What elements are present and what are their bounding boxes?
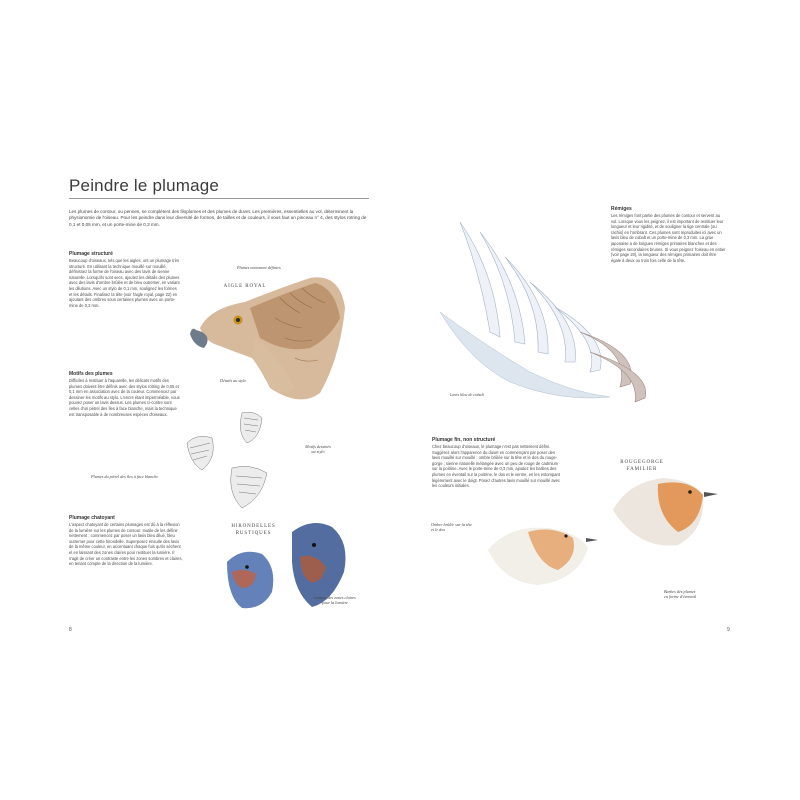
caption-light-zones [305, 595, 365, 605]
caption-defined-feathers: Plumes nettement définies [237, 265, 281, 270]
patterns-section [69, 371, 181, 417]
robin-label-line2: FAMILIER [626, 466, 658, 472]
eagle-label: AIGLE ROYAL [223, 284, 267, 289]
caption-fan-barbs-line1: Barbes des plumes [664, 589, 696, 594]
iridescent-heading: Plumage chatoyant [69, 515, 115, 521]
robins-illustration [478, 470, 728, 590]
robin-label-line1: ROUGEGORGE [620, 460, 664, 465]
caption-blue-wash: Lavis bleu de cobalt [450, 392, 484, 397]
swallows-label-line2: RUSTIQUES [235, 530, 272, 536]
iridescent-section [69, 515, 184, 567]
patterns-text: Difficiles à restituer à l'aquarelle, les délicats motifs des plumes doivent être définis avec des stylos rotring de 0,05 et 0,1 mm en association avec de la couleur. Commencez par dessiner les motifs au stylo. L'encre étant imperméable, vous pouvez poser un lavis dessus. Les plumes ci-contre sont celles d'un pétrel des îles à face blanche, mais la technique est transposable à de nombreuses espèces d'oiseaux. [69, 378, 180, 417]
caption-petrel: Plumes du pétrel des îles à face blanche [91, 474, 159, 479]
remiges-heading: Rémiges [611, 206, 632, 212]
page-title: Peindre le plumage [69, 176, 220, 195]
intro-paragraph: Les plumes de contour, ou pennes, se complètent des filoplumes et des plumes de duvet. Les premières, essentielles au vol, déterminent la physionomie de l'oiseau. Pour les peindre dans leur diversité de formes, de tailles et de couleurs, il vous faut un pinceau n° 4, des stylos rotring de 0,1 et 0,05 mm, et un porte-mine de 0,3 mm. [69, 209, 367, 227]
swallows-label-line1: HIRONDELLES [231, 524, 276, 529]
caption-light-zones-line2: pour la lumière [322, 600, 348, 606]
structured-heading: Plumage structuré [69, 251, 113, 257]
caption-fan-barbs-line2: en forme d'éventail [664, 594, 697, 600]
caption-pen-patterns-line2: au stylo [311, 449, 325, 455]
caption-burnt-umber-line2: et le dos [431, 527, 445, 533]
page-number-left: 8 [69, 627, 72, 633]
swallows-label [226, 524, 281, 537]
caption-light-zones-line1: Laissez des zones claires [314, 595, 356, 600]
structured-section [69, 251, 181, 308]
robin-label [612, 460, 672, 473]
iridescent-text: L'aspect chatoyant de certains plumages est dû à la réflexion de la lumière sur les plumes de contour. Inutile de les définir nettement ; commencez par poser un lavis bleu dilué, bleu outremer pour cette hirondelle. Superposez ensuite des lavis de la même couleur, en accentuant chaque fois qu'ils sèchent et en laissant des zones claires pour restituer la lumière. Il s'agit de créer un contraste entre les zones sombres et claires, en tenant compte de la direction de la lumière. [69, 522, 183, 567]
remiges-section [611, 206, 726, 263]
caption-pen-patterns-line1: Motifs dessinés [305, 444, 331, 449]
structured-text: Beaucoup d'oiseaux, tels que les aigles, ont un plumage très structuré. En utilisant la technique mouillé sur mouillé, définissez la forme de l'oiseau avec des lavis de sienne naturelle. Lorsqu'ils sont secs, ajoutez les détails des plumes avec des lavis d'ombre brûlée et de bleu outremer, en variant les dilutions. Avec un stylo de 0,1 mm, soulignez les formes et les détails. Finalisez la tête (voir l'aigle royal, page 22) en ajoutant des ombres sous certaines plumes avec un porte-mine de 0,3 mm. [69, 258, 180, 308]
title-divider [69, 198, 369, 199]
patterns-heading: Motifs des plumes [69, 371, 113, 377]
caption-pen-details: Détails au stylo [220, 378, 247, 383]
fine-plumage-heading: Plumage fin, non structuré [432, 437, 496, 443]
caption-fan-barbs [664, 589, 724, 599]
caption-burnt-umber [431, 522, 491, 532]
caption-pen-patterns [298, 444, 338, 454]
remiges-text: Les rémiges font partie des plumes de contour et servent au vol. Lorsque vous les peignez, il est important de restituer leur longueur et leur rigidité, et de souligner la tige centrale (ou rachis) en l'ombrant. Ces plumes sont reproduites ici avec un lavis bleu de cobalt et un porte-mine de 0,3 mm. La grue japonaise a de longues rémiges primaires blanches et des rémiges secondaires brunes. Si vous peignez l'oiseau en entier (voir page 20), la longueur des rémiges primaires doit être égale à deux ou trois fois celle de la tête. [611, 213, 726, 263]
petrel-feathers-illustration [182, 408, 282, 518]
caption-burnt-umber-line1: Ombre brûlée sur la tête [431, 522, 473, 527]
page-number-right: 9 [727, 627, 730, 633]
fine-plumage-text: Chez beaucoup d'oiseaux, le plumage n'est pas nettement défini. Suggérez alors l'apparence du duvet en commençant par poser des lavis mouillé sur mouillé : ombre brûlée sur la tête et le dos du rouge-gorge ; sienne naturelle mélangée avec un peu de rouge de cadmium sur la poitrine. Avec le porte-mine de 0,3 mm, ajoutez les barbes des plumes en éventail sur la poitrine, le dos et le ventre, en les estompant légèrement avec le doigt. Posez d'autres lavis mouillé sur mouillé avec les couleurs initiales. [432, 444, 560, 489]
